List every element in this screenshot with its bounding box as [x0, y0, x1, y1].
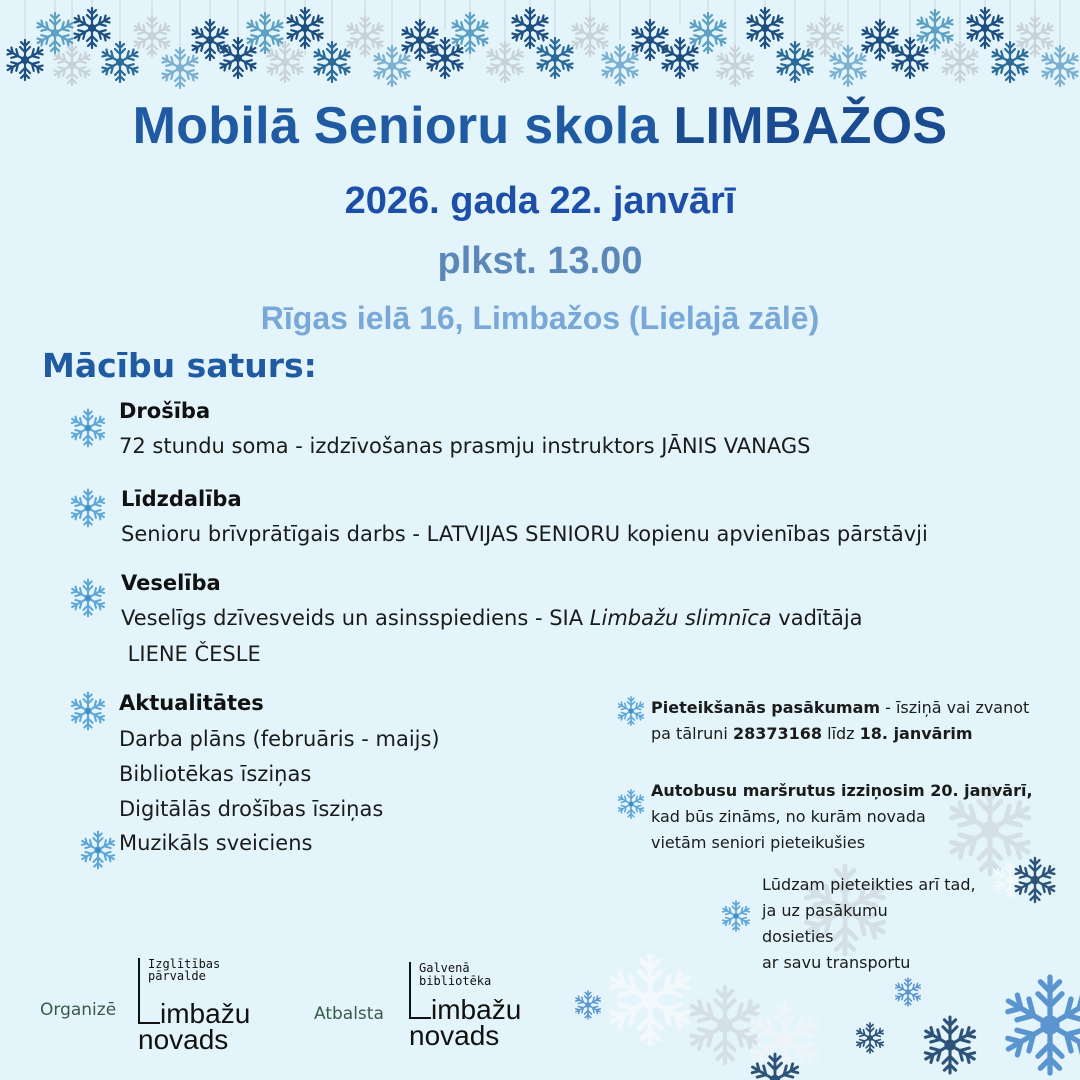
- text: ja uz pasākumu: [762, 901, 888, 920]
- item-description: Senioru brīvprātīgais darbs - LATVIJAS SENIORU kopienu apvienības pārstāvji: [121, 522, 928, 546]
- snowflake-bullet-icon: [614, 694, 648, 728]
- snowflake-bullet-icon: [66, 576, 110, 620]
- text: vadītāja: [771, 606, 863, 630]
- title-main: Mobilā Senioru skola: [132, 97, 659, 155]
- item-person: LIENE ČESLE: [121, 642, 261, 666]
- snowflake-bullet-icon: [66, 406, 110, 450]
- text: Veselīgs dzīvesveids un asinsspiediens - SIA: [121, 606, 590, 630]
- phone-number: 28373168: [732, 724, 823, 743]
- item-title: Veselība: [121, 571, 221, 595]
- item-line: Muzikāls sveiciens: [119, 831, 313, 855]
- text: - īsziņā vai zvanot: [880, 698, 1030, 717]
- item-line: Digitālās drošības īsziņas: [119, 797, 384, 821]
- logo-big-line2: novads: [138, 1024, 229, 1055]
- text: līdz: [822, 724, 860, 743]
- snowflake-garland: [0, 0, 1080, 95]
- item-description: 72 stundu soma - izdzīvošanas prasmju instruktors JĀNIS VANAGS: [119, 434, 811, 458]
- organizer-label: Organizē: [40, 1000, 117, 1020]
- page-title: [0, 96, 1080, 156]
- snowflake-bullet-icon: [66, 486, 110, 530]
- item-line: Bibliotēkas īsziņas: [119, 762, 312, 786]
- hospital-name: Limbažu slimnīca: [589, 606, 772, 630]
- text: kad būs zināms, no kurām novada: [651, 807, 926, 826]
- snowflake-bullet-icon: [718, 898, 754, 934]
- item-title: Līdzdalība: [121, 487, 242, 511]
- logo-small-line1: Galvenā: [419, 961, 470, 975]
- logo-big-line1: imbažu: [431, 994, 522, 1025]
- event-date: 2026. gada 22. janvārī: [344, 180, 736, 222]
- text: dosieties: [762, 927, 834, 946]
- snowflake-bullet-icon: [614, 787, 648, 821]
- text: Lūdzam pieteikties arī tad,: [762, 875, 976, 894]
- event-location: Rīgas ielā 16, Limbažos (Lielajā zālē): [260, 300, 820, 336]
- own-transport-text: [762, 872, 976, 976]
- organizer-logo: [138, 958, 278, 1058]
- logo-small-line2: pārvalde: [148, 969, 206, 983]
- item-title: Drošība: [119, 399, 211, 423]
- event-time: plkst. 13.00: [437, 240, 643, 282]
- item-description: [121, 606, 863, 630]
- text: pa tālruni: [651, 724, 733, 743]
- deadline: 18. janvārim: [859, 724, 973, 743]
- snowflake-bullet-icon: [66, 689, 110, 733]
- logo-small-line2: bibliotēka: [419, 974, 492, 988]
- logo-small-line1: Izglītības: [148, 957, 221, 971]
- bus-heading: Autobusu maršrutus izziņosim 20. janvārī,: [651, 781, 1033, 800]
- supporter-logo: [409, 962, 549, 1062]
- bus-text: [651, 778, 1033, 856]
- logo-big-line2: novads: [409, 1020, 500, 1051]
- text: vietām seniori pieteikušies: [651, 833, 866, 852]
- snowflake-bullet-icon: [76, 828, 120, 872]
- item-title: Aktualitātes: [119, 691, 264, 715]
- text: ar savu transportu: [762, 953, 911, 972]
- logo-big-line1: imbažu: [160, 998, 251, 1029]
- registration-label: Pieteikšanās pasākumam: [651, 698, 881, 717]
- supporter-label: Atbalsta: [314, 1004, 384, 1024]
- title-emphasis: LIMBAŽOS: [673, 97, 948, 155]
- item-line: Darba plāns (februāris - maijs): [119, 727, 440, 751]
- registration-text: [651, 695, 1029, 747]
- section-heading: Mācību saturs:: [42, 346, 317, 385]
